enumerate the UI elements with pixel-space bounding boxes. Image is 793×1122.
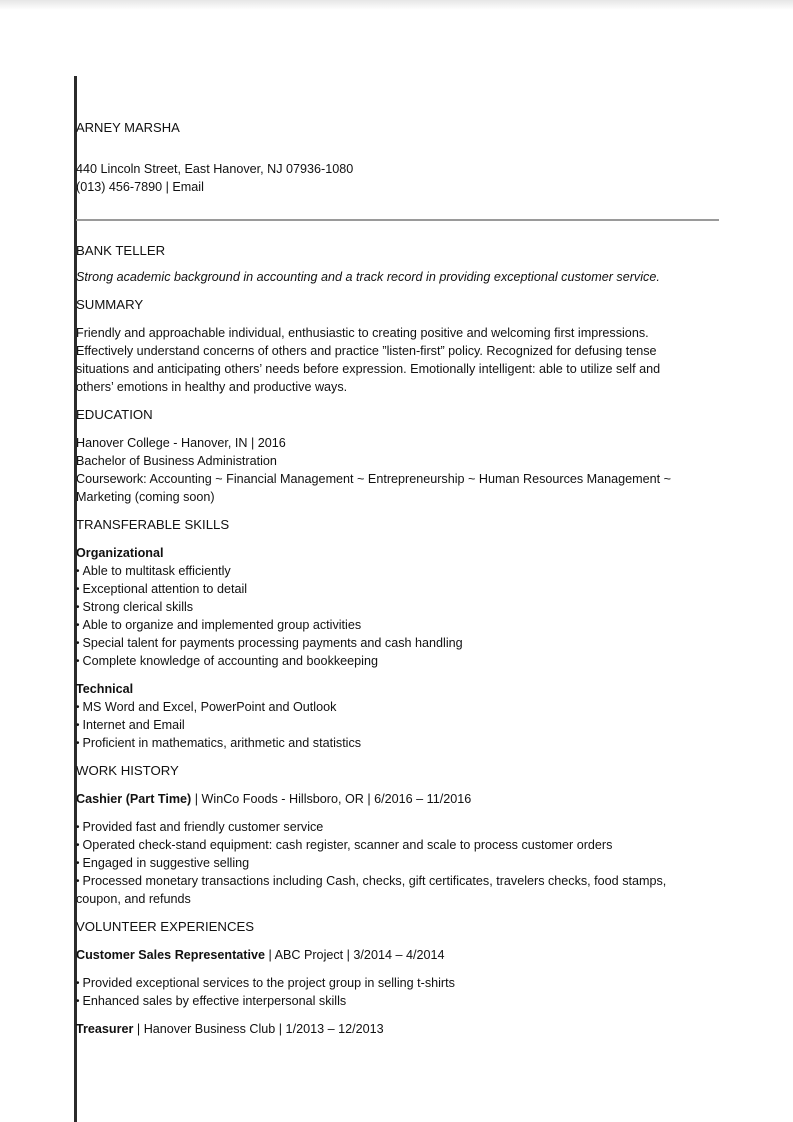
skill-item: • MS Word and Excel, PowerPoint and Outlook	[76, 698, 336, 718]
job-bullet: • Provided fast and friendly customer service	[76, 818, 323, 838]
skill-item: • Able to multitask efficiently	[76, 562, 231, 582]
education-line: Bachelor of Business Administration	[76, 454, 277, 468]
summary-line: others’ emotions in healthy and productive ways.	[76, 380, 348, 394]
job-bullet: • Processed monetary transactions including Cash, checks, gift certificates, travelers checks, food stamps,	[76, 872, 666, 892]
job-title-heading: BANK TELLER	[76, 243, 166, 258]
education-line: Hanover College - Hanover, IN | 2016	[76, 436, 286, 450]
skill-item: • Proficient in mathematics, arithmetic and statistics	[76, 734, 361, 754]
summary-line: Effectively understand concerns of others and practice ”listen-first” policy. Recognized for defusing tense	[76, 344, 657, 358]
volunteer-role-title: Customer Sales Representative	[76, 948, 265, 962]
volunteer-entry-header	[76, 946, 444, 964]
job-role-title: Cashier (Part Time)	[76, 792, 192, 806]
education-heading: EDUCATION	[76, 407, 153, 422]
resume-name: ARNEY MARSHA	[76, 120, 180, 135]
skill-item: • Strong clerical skills	[76, 598, 193, 618]
volunteer-bullet: • Enhanced sales by effective interpersonal skills	[76, 992, 346, 1012]
address-line: 440 Lincoln Street, East Hanover, NJ 07936-1080	[76, 162, 354, 176]
summary-heading: SUMMARY	[76, 297, 144, 312]
volunteer-entry-header	[76, 1020, 384, 1038]
job-bullet: • Operated check-stand equipment: cash register, scanner and scale to process customer orders	[76, 836, 612, 856]
volunteer-role-title: Treasurer	[76, 1022, 134, 1036]
skill-item: • Able to organize and implemented group activities	[76, 616, 361, 636]
job-bullet: • Engaged in suggestive selling	[76, 854, 249, 874]
technical-subheading: Technical	[76, 682, 134, 696]
volunteer-bullet: • Provided exceptional services to the project group in selling t-shirts	[76, 974, 455, 994]
organizational-subheading: Organizational	[76, 546, 164, 560]
job-role-meta: | WinCo Foods - Hillsboro, OR | 6/2016 – 11/2016	[191, 792, 472, 806]
volunteer-role-meta: | ABC Project | 3/2014 – 4/2014	[265, 948, 445, 962]
header-divider	[76, 219, 719, 221]
volunteer-role-meta: | Hanover Business Club | 1/2013 – 12/2013	[133, 1022, 384, 1036]
job-bullet-continuation: coupon, and refunds	[76, 892, 191, 906]
skill-item: • Special talent for payments processing payments and cash handling	[76, 634, 463, 654]
tagline: Strong academic background in accounting and a track record in providing exceptional customer service.	[76, 270, 660, 284]
skill-item: • Complete knowledge of accounting and bookkeeping	[76, 652, 378, 672]
work-history-heading: WORK HISTORY	[76, 763, 179, 778]
page-top-shadow	[0, 0, 793, 10]
summary-line: situations and anticipating others’ needs before expression. Emotionally intelligent: able to utilize self and	[76, 362, 661, 376]
education-line: Coursework: Accounting ~ Financial Management ~ Entrepreneurship ~ Human Resources Management ~	[76, 472, 672, 486]
skill-item: • Exceptional attention to detail	[76, 580, 247, 600]
volunteer-heading: VOLUNTEER EXPERIENCES	[76, 919, 255, 934]
summary-line: Friendly and approachable individual, enthusiastic to creating positive and welcoming first impressions.	[76, 326, 649, 340]
skill-item: • Internet and Email	[76, 716, 185, 736]
job-entry-header	[76, 790, 471, 808]
skills-heading: TRANSFERABLE SKILLS	[76, 517, 230, 532]
contact-line: (013) 456-7890 | Email	[76, 180, 204, 194]
education-line: Marketing (coming soon)	[76, 490, 215, 504]
